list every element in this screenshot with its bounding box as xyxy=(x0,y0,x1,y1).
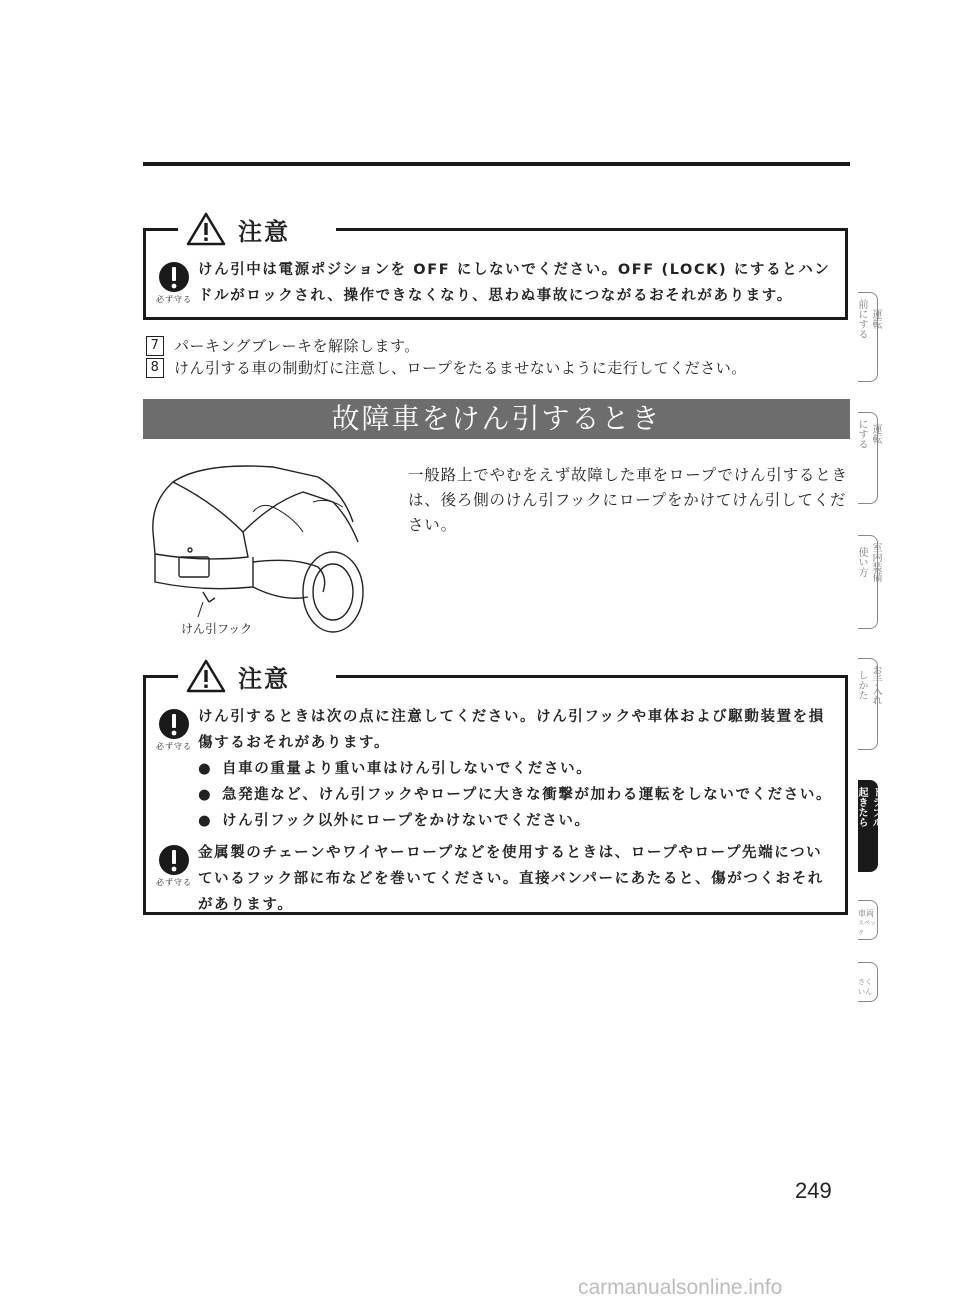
tow-hook-label: けん引フック xyxy=(181,622,253,636)
must-caption: 必ず守る xyxy=(156,295,192,304)
list-item: ● 急発進など、けん引フックやロープに大きな衝撃が加わる運転をしないでください。 xyxy=(198,782,835,808)
section-paragraph: 一般路上でやむをえず故障した車をロープでけん引するときは、後ろ側のけん引フックにロープをかけてけん引してください。 xyxy=(408,466,848,534)
list-item: ● 自車の重量より重い車はけん引しないでください。 xyxy=(198,756,835,782)
bullet-text: 自車の重量より重い車はけん引しないでください。 xyxy=(222,761,593,777)
side-tab-index[interactable] xyxy=(858,962,878,1002)
caution-box-2 xyxy=(143,664,848,915)
tab-label: 起きたら xyxy=(856,787,867,827)
must-caption: 必ず守る xyxy=(156,878,192,887)
side-tab-before-driving[interactable] xyxy=(856,292,881,382)
step-number: 8 xyxy=(146,358,164,378)
caution-title: 注意 xyxy=(238,217,290,246)
side-tab-driving[interactable] xyxy=(856,412,881,504)
step-text: けん引する車の制動灯に注意し、ロープをたるませないように走行してください。 xyxy=(174,359,747,377)
caution-text: けん引するときは次の点に注意してください。けん引フックや車体および駆動装置を損傷するおそれがあります。 xyxy=(198,709,825,751)
section-heading: 故障車をけん引するとき xyxy=(143,399,850,439)
caution-text: けん引中は電源ポジションを OFF にしないでください。OFF (LOCK) にするとハンドルがロックされ、操作できなくなり、思わぬ事故につながるおそれがあります。 xyxy=(198,262,831,304)
tab-label: 車両 xyxy=(858,909,874,918)
bullet-text: 急発進など、けん引フックやロープに大きな衝撃が加わる運転をしないでください。 xyxy=(222,787,833,803)
tab-label: 運転 xyxy=(870,309,881,329)
top-rule xyxy=(143,162,850,166)
must-obey-icon xyxy=(150,844,198,888)
step-8 xyxy=(146,357,747,379)
car-rear-illustration xyxy=(143,462,368,640)
tab-label: にする xyxy=(856,419,867,449)
side-tab-interior[interactable] xyxy=(856,535,881,629)
must-caption: 必ず守る xyxy=(156,742,192,751)
side-tab-care[interactable] xyxy=(856,658,881,750)
caution-block-1 xyxy=(198,704,835,834)
step-text: パーキングブレーキを解除します。 xyxy=(174,337,420,355)
tab-label: しかた xyxy=(856,670,867,700)
tab-label: さくいん xyxy=(858,978,872,996)
side-tab-trouble[interactable] xyxy=(856,780,881,872)
step-number: 7 xyxy=(146,336,164,356)
tab-label: お手入れ xyxy=(870,665,881,705)
list-item: ● けん引フック以外にロープをかけないでください。 xyxy=(198,808,835,834)
watermark: carmanualsonline.info xyxy=(578,1276,783,1299)
caution-box-1 xyxy=(143,217,848,320)
tab-label: スペック xyxy=(858,920,877,937)
must-obey-icon xyxy=(150,708,198,752)
bullet-text: けん引フック以外にロープをかけないでください。 xyxy=(222,813,591,829)
tab-label: 運転 xyxy=(870,424,881,444)
side-tab-specs[interactable] xyxy=(858,900,878,940)
caution-title: 注意 xyxy=(238,664,290,693)
tab-label: 室内装備 xyxy=(870,542,881,582)
must-obey-icon xyxy=(150,261,198,305)
tab-label: 使い方 xyxy=(856,547,867,577)
caution-text: 金属製のチェーンやワイヤーロープなどを使用するときは、ロープやロープ先端についているフック部に布などを巻いてください。直接バンパーにあたると、傷がつくおそれがあります。 xyxy=(198,845,824,913)
tab-label: トラブル xyxy=(870,787,881,827)
step-7 xyxy=(146,335,420,357)
page-number: 249 xyxy=(795,1178,832,1203)
tab-label: 前にする xyxy=(856,299,867,339)
